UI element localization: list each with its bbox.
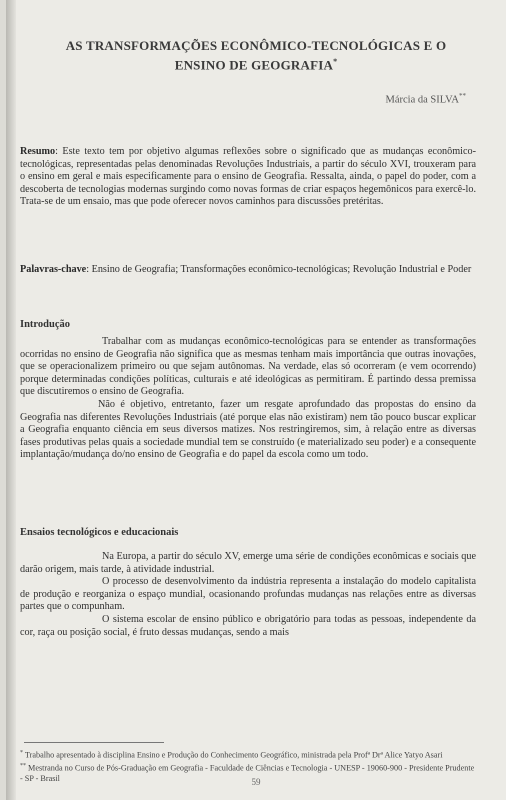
footnote-separator [24,742,164,743]
introduction-heading: Introdução [20,319,70,330]
abstract-text: : Este texto tem por objetivo algumas reflexões sobre o significado que as mudanças econômico-tecnológicas, representadas pelas denominadas Revoluções Industriais, a partir do século XVI, trouxeram para o ensino em geral e mais especificamente para o ensino de Geografia. Ressalta, ainda, o papel do poder, com a descoberta de tecnologias modernas surgindo como novas formas de criar espaços hegemônicos para exercê-lo. Trata-se de um ensaio, mas que pode oferecer novos caminhos para discussões pretéritas. [20,146,476,208]
keywords-text: : Ensino de Geografia; Transformações econômico-tecnológicas; Revolução Industrial e Poder [86,264,472,275]
section-ensaios [20,527,476,639]
title-line-2: ENSINO DE GEOGRAFIA* [174,57,338,73]
introduction-paragraph-1: Trabalhar com as mudanças econômico-tecnológicas para se entender as transformações ocorridas no ensino de Geografia não significa que as mesmas tenham mais importância que outras inovações, que se operacionalizem primeiro ou que sejam autônomas. Na verdade, elas só ocorreram (e vem ocorrendo) porque determinadas condições políticas, culturais e até ideológicas as permitiram. É partindo dessa premissa que discutiremos o ensino de Geografia. [20,336,476,398]
section-heading: Ensaios tecnológicos e educacionais [20,527,179,538]
introduction-paragraph-2: Não é objetivo, entretanto, fazer um resgate aprofundado das propostas do ensino da Geografia nas diferentes Revoluções Industriais (até porque elas não existiram) nem tão pouco buscar explicar a Geografia enquanto ciência em seus diversos matizes. Nos restringiremos, sim, à relação entre as diversas fases produtivas pelas quais a sociedade mundial tem se construído (e materializado seu poder) e a consequente implantação/mudança do/no ensino de Geografia e do papel da escola como um todo. [20,398,476,461]
title-footnote-mark: * [333,57,338,66]
document-page [6,0,506,800]
author-footnote-mark: ** [459,92,466,100]
title-line-1: AS TRANSFORMAÇÕES ECONÔMICO-TECNOLÓGICAS E O [65,38,447,53]
section-paragraph-2: O processo de desenvolvimento da indústria representa a instalação do modelo capitalista de produção e reorganiza o espaço mundial, ocasionando profundas mudanças nas relações entre as diversas partes que o compunham. [20,576,476,613]
page-number: 59 [251,777,261,787]
abstract [20,146,476,209]
article-title [24,38,488,73]
abstract-paragraph [20,146,476,209]
page-binding-shadow [6,0,16,800]
section-paragraph-3: O sistema escolar de ensino público e obrigatório para todas as pessoas, independente da cor, raça ou posição social, é fruto dessas mudanças, sendo a mais [20,613,476,638]
footnote-2: ** Mestranda no Curso de Pós-Graduação em Geografia - Faculdade de Ciências e Tecnologia - UNESP - 19060-900 - Presidente Prudente - SP - Brasil [20,762,475,783]
author-name: Márcia da SILVA** [385,92,466,106]
keywords [20,264,476,277]
keywords-label: Palavras-chave [20,264,87,275]
keywords-paragraph [20,264,476,277]
abstract-label: Resumo [20,146,56,157]
section-paragraph-1: Na Europa, a partir do século XV, emerge uma série de condições econômicas e sociais que darão origem, mais tarde, à atividade industrial. [20,551,476,575]
introduction-section [20,319,476,462]
footnote-1: * Trabalho apresentado à disciplina Ensino e Produção do Conhecimento Geográfico, ministrada pela Profª Drª Alice Yatyo Asari [20,750,443,760]
